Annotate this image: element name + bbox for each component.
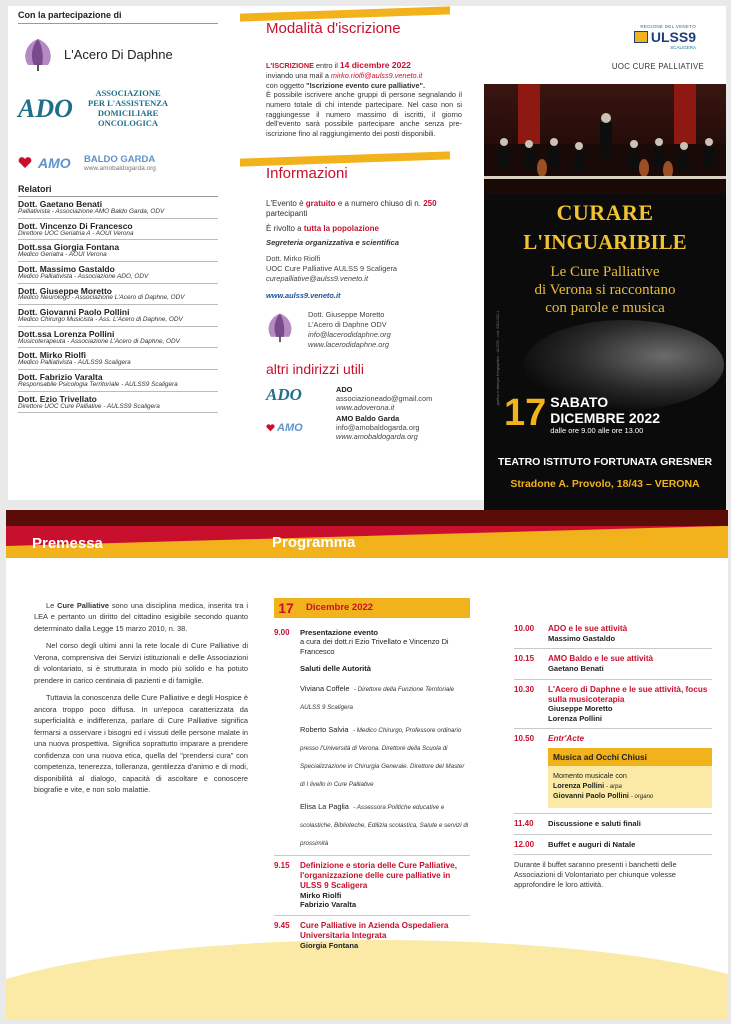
speaker-item [18,265,218,284]
event-poster [484,84,726,512]
musica-performer [553,781,707,792]
event-date-text [550,394,660,435]
speaker-name: Dott. Ezio Trivellato [18,393,97,404]
ado-line: ASSOCIAZIONE [95,88,161,99]
musica-box [548,748,712,808]
info-a: L'Evento è [266,198,304,208]
slot-speaker: Lorenza Pollini [548,713,603,723]
modalita-oggetto: "Iscrizione evento cure palliative". [306,80,426,90]
ado-logo-row [18,82,218,136]
modalita-mail-lead: inviando una mail a [266,71,329,81]
info-body [266,199,462,350]
divider [18,283,218,284]
modalita-date: 14 dicembre 2022 [339,60,411,70]
poster-subtitle-line: Le Cure Palliative [550,264,660,280]
amo-email-link[interactable]: info@amobaldogarda.org [336,423,420,433]
divider [514,648,712,649]
slot-time: 9.15 [274,861,290,871]
divider [18,391,218,392]
modalita-lead: L'ISCRIZIONE [266,61,314,70]
ulss-mark [634,29,696,45]
baldo-url: www.amobaldogarda.org [84,165,156,172]
ado-email-link[interactable]: associazioneado@gmail.com [336,394,433,404]
saluti-heading: Saluti delle Autorità [300,663,372,673]
divider [274,915,470,916]
poster-title-line1: CURARE [556,200,654,225]
performer-instrument: - arpa [606,783,622,790]
speakers-list [18,200,218,413]
speaker-item [18,222,218,241]
program-slot-1200 [514,840,712,849]
acero-contact-row [262,310,462,349]
musica-performer [553,791,707,802]
amo-contact [336,414,420,441]
program-date-bar [274,598,470,618]
program-slot-900 [274,628,470,850]
slot-time: 9.45 [274,920,290,930]
speaker-item [18,200,218,219]
slot-speaker: Massimo Gastaldo [548,633,616,643]
p1-bold: Cure Palliative [57,601,109,610]
acero-contact-line: L'Acero di Daphne ODV [308,320,387,330]
divider [514,854,712,855]
programma-heading: Programma [272,534,356,551]
performer-instrument: - organo [630,794,654,801]
modalita-title: Modalità d'iscrizione [266,20,401,37]
info-number: 250 [423,198,437,208]
program-slot-1030 [514,685,712,724]
modalita-line3 [266,81,462,91]
relatori-heading: Relatori [18,184,218,197]
slot-content [300,628,470,850]
lion-icon [634,31,648,43]
divider [18,347,218,348]
musica-body [548,766,712,808]
speaker-role: Palliativista - Associazione AMO Baldo Garda, ODV [18,207,165,215]
altri-title: altri indirizzi utili [266,361,365,378]
seg-email-link[interactable]: curepalliative@aulss9.veneto.it [266,273,368,283]
ado-contact-row [266,385,462,412]
program-slot-945 [274,921,470,950]
speaker-role: Musicoterapeuta - Associazione L'Acero di Daphne, ODV [18,337,180,345]
info-c: partecipanti [266,209,308,219]
uoc-label: UOC CURE PALLIATIVE [611,62,704,71]
amo-logo-mark: AMO [38,155,71,171]
divider [18,304,218,305]
slot-title: AMO Baldo e le sue attività [548,654,654,664]
authority-name: Elisa La Paglia [300,802,349,812]
poster-title-line2: L'INGUARIBILE [523,230,687,254]
partecipazione-heading: Con la partecipazione di [18,10,218,24]
slot-content [300,921,470,950]
slot-content [300,861,470,910]
slot-time: 11.40 [514,819,534,829]
program-column-left [274,598,470,950]
divider [514,728,712,729]
divider [274,855,470,856]
p1-rest: sono una disciplina medica, inserita tra i LEA e pertanto un diritto del cittadino esigibile secondo quanto determinato dalla Legge 15 marzo 2010, n. 38. [34,601,248,633]
p1-lead: Le [46,601,55,610]
premessa-heading: Premessa [32,535,103,552]
speaker-name: Dott. Massimo Gastaldo [18,263,115,274]
program-slot-1000 [514,624,712,643]
ado-contact [336,385,432,412]
premessa-paragraph: Nel corso degli ultimi anni la rete locale di Cure Palliative di Verona, comprensiva dei Servizi istituzionali e delle Associazioni di volontariato, si è strutturata in modo più solido e ha potuto prendere in carico centinaia di pazienti e di famiglie. [34,641,248,685]
slot-title: Discussione e saluti finali [548,819,641,829]
premessa-paragraph: Tuttavia la conoscenza delle Cure Palliative e degli Hospice è ancora troppo poco diffusa. In un'epoca caratterizzata da superficialità e indifferenza, parlare di Cure Palliative significa fermarsi a osservare i bisogni ed i vissuti delle persone malate in una nuova prospettiva. Significa soprattutto imparare a prendere confidenza con una nuova etica, quella del "prendersi cura" con competenza, tenerezza, tolleranza, gentilezza d'animo e di modi, disponibilità al dialogo, capacità di ascoltare e conoscere biografie e vite, e non solo malattie. [34,693,248,795]
speaker-name: Dott. Mirko Riolfi [18,350,86,361]
seg-url-link[interactable]: www.aulss9.veneto.it [266,290,341,300]
slot-speaker: Giorgia Fontana [300,940,359,950]
ado-line: ONCOLOGICA [98,117,159,128]
performer-name: Lorenza Pollini [553,780,605,790]
brochure-inner-page [6,510,728,1020]
event-month-year: DICEMBRE 2022 [550,410,660,426]
speaker-name: Dott. Gaetano Benati [18,199,103,209]
slot-title: Definizione e storia delle Cure Palliative, l'organizzazione delle cure palliative in ULSS 9 Scaligera [300,861,457,891]
brochure-outer-page [8,6,726,500]
amo-logo-row [18,150,218,176]
slot-time: 10.15 [514,654,535,664]
acero-contact [308,310,391,349]
divider [514,834,712,835]
slot-title: Presentazione evento [300,628,379,637]
orchestra-image [484,84,726,194]
speaker-name: Dott.ssa Giorgia Fontana [18,242,120,253]
speaker-item [18,373,218,392]
speaker-item [18,395,218,414]
amo-small-logo [266,414,326,441]
speaker-name: Dott. Fabrizio Varalta [18,372,103,383]
amo-url-link[interactable]: www.amobaldogarda.org [336,432,418,442]
divider [18,369,218,370]
amo-small-mark: AMO [277,421,303,434]
sponsors-and-speakers-column [18,10,218,413]
event-venue: TEATRO ISTITUTO FORTUNATA GRESNER [497,456,713,468]
closing-note: Durante il buffet saranno presenti i banchetti delle Associazioni di Volontariato per chiunque volesse approfondire le loro attività. [514,860,677,890]
speaker-role: Medico Geriatra - AOUI Verona [18,251,107,259]
acero-tree-icon [18,35,58,73]
modalita-rest: È possibile iscrivere anche gruppi di persone segnalando il numero totale di chi intende partecipare. Nel caso non si raggiungesse il numero massimo di iscritti, il giorno dell'evento sarà possibile partecipare anche senza pre-iscrizione fino al raggiungimento dei posti disponibili. [266,90,462,138]
registration-info-column [240,10,462,441]
speaker-name: Dott.ssa Lorenza Pollini [18,328,115,339]
acero-logo-row [18,34,218,74]
authority-item [300,678,470,714]
program-date-label: Dicembre 2022 [306,602,374,613]
acero-logo-text: L'Acero Di Daphne [64,46,173,62]
info-gratuito: gratuito [305,198,336,208]
divider [18,261,218,262]
divider [18,326,218,327]
speaker-item [18,351,218,370]
slot-title: ADO e le sue attività [548,624,628,633]
event-day: 17 [504,392,547,434]
header-bar-dark [6,510,728,526]
slot-content [548,654,712,673]
speaker-role: Responsabile Psicologia Territoriale - AULSS9 Scaligera [18,381,178,389]
speaker-role: Medico Palliativista - AULSS9 Scaligera [18,359,131,367]
speaker-role: Medico Neurologo - Associazione L'Acero di Daphne, ODV [18,294,185,302]
program-slot-1050 [514,734,712,744]
authorities-list [300,678,470,850]
acero-url-link[interactable]: www.lacerodidaphne.org [308,339,389,349]
program-column-right [514,624,712,890]
musica-line: Momento musicale con [553,771,627,781]
program-slot-915 [274,861,470,910]
ado-logo-mark: ADO [18,94,73,123]
slot-title: Cure Palliative in Azienda Ospedaliera Universitaria Integrata [300,920,449,940]
premessa-paragraph [34,600,248,634]
modalita-banner [240,10,462,38]
info-b: e a numero chiuso di n. [337,198,421,208]
amo-contact-row [266,414,462,441]
speaker-name: Dott. Giuseppe Moretto [18,285,112,296]
modalita-oggetto-lead: con oggetto [266,80,305,90]
program-slot-1015 [514,654,712,673]
slot-speaker: Fabrizio Varalta [300,900,357,910]
info-banner [240,155,462,183]
slot-time: 10.30 [514,684,535,694]
orchestra-silhouettes [484,84,726,194]
seg-line: UOC Cure Palliative AULSS 9 Scaligera [266,264,398,274]
ulss-logo [634,24,696,50]
slot-content [548,734,712,744]
slot-speaker: Gaetano Benati [548,664,604,674]
ado-line: PER L'ASSISTENZA [88,98,169,109]
slot-speaker: Mirko Riolfi [300,891,342,900]
poster-subtitle-line: con parole e musica [545,300,665,316]
divider [514,679,712,680]
ado-line: DOMICILIARE [97,108,159,118]
info-title: Informazioni [266,164,348,182]
acero-email-link[interactable]: info@lacerodidaphne.org [308,329,391,339]
rivolto-a: È rivolto a [266,223,302,233]
event-weekday: SABATO [550,394,609,410]
authority-role: - Medico Chirurgo, Professore ordinario presso l'Università di Verona. Direttore della Scuola di Specializzazione in Chirurgia Generale. Direttore del Master di I livello in Cure Palliative [300,727,465,789]
authority-name: Roberto Salvia [300,725,349,735]
slot-desc: a cura dei dott.ri Ezio Trivellato e Vincenzo Di Francesco [300,637,449,656]
segreteria-heading: Segreteria organizzativa e scientifica [266,238,399,248]
rivolto-b: tutta la popolazione [303,223,379,233]
slot-time: 12.00 [514,839,535,849]
modalita-line2 [266,71,462,81]
slot-title: Buffet e auguri di Natale [548,839,636,849]
ado-url-link[interactable]: www.adoverona.it [336,403,395,413]
authority-item [300,719,470,791]
speaker-role: Direttore UOC Cure Palliative - AULSS9 Scaligera [18,402,160,410]
speaker-role: Direttore UOC Geriatria A - AOUI Verona [18,229,134,237]
slot-title: L'Acero di Daphne e le sue attività, focus sulla musicoterapia [548,684,708,704]
divider [18,412,218,413]
acero-contact-line: Dott. Giuseppe Moretto [308,310,385,320]
premessa-text [34,600,248,802]
ado-full-name [88,89,168,128]
speaker-item [18,287,218,306]
speaker-item [18,330,218,349]
slot-content [548,624,712,643]
event-hours: dalle ore 9.00 alle ore 13.00 [550,426,644,435]
slot-title: Entr'Acte [548,734,585,744]
amo-contact-name: AMO Baldo Garda [336,414,400,424]
modalita-body [266,60,462,139]
speaker-item [18,308,218,327]
authority-role: - Assessora Politiche educative e scolastiche, Biblioteche, Edilizia scolastica, Salute e servizi di prossimità [300,804,469,848]
musica-title: Musica ad Occhi Chiusi [548,748,712,766]
rivolto-line [266,224,462,235]
divider [18,239,218,240]
ado-small-logo: ADO [266,385,302,405]
decorative-curve [6,940,728,1020]
slot-time: 10.00 [514,624,535,633]
info-line [266,199,462,220]
acero-tree-icon [262,310,298,344]
speaker-item [18,243,218,262]
event-date [504,394,660,435]
seg-line: Dott. Mirko Riolfi [266,254,321,264]
modalita-line1 [266,60,462,71]
regione-label: REGIONE DEL VENETO [640,24,696,29]
speaker-name: Dott. Vincenzo Di Francesco [18,220,133,231]
baldo-block [84,154,156,172]
slot-content [548,685,712,724]
slot-time: 10.50 [514,734,535,744]
slot-speaker: Giuseppe Moretto [548,704,613,714]
speaker-name: Dott. Giovanni Paolo Pollini [18,307,130,318]
authority-item [300,796,470,850]
baldo-name: BALDO GARDA [84,154,156,165]
divider [18,218,218,219]
event-address: Stradone A. Provolo, 18/43 – VERONA [510,478,700,490]
modalita-entro: entro il [315,61,338,70]
speaker-role: Medico Chirurgo Musicista - Ass. L'Acero di Daphne, ODV [18,316,183,324]
program-date-number: 17 [278,600,294,616]
heart-icon [18,157,32,169]
authority-name: Viviana Coffele [300,684,350,694]
program-slot-1140 [514,819,712,828]
ado-contact-name: ADO [336,385,353,395]
ulss-name: ULSS9 [650,29,696,45]
performer-name: Giovanni Paolo Pollini [553,791,629,801]
heart-icon [266,424,275,432]
slot-time: 9.00 [274,628,290,637]
speaker-role: Medico Palliativista - Associazione ADO, ODV [18,272,149,280]
segreteria-contact [266,254,462,300]
print-credit: grafica e stampa Hergraphics - ULSS9 - cod. 0001402-1 [496,310,500,406]
scaligera-label: SCALIGERA [670,45,696,50]
authority-role: - Direttore della Funzione Territoriale AULSS 9 Scaligera [300,686,455,712]
modalita-email-link[interactable]: mirko.riolfi@aulss9.veneto.it [330,71,423,81]
poster-subtitle-line: di Verona si raccontano [534,282,676,298]
divider [514,813,712,814]
